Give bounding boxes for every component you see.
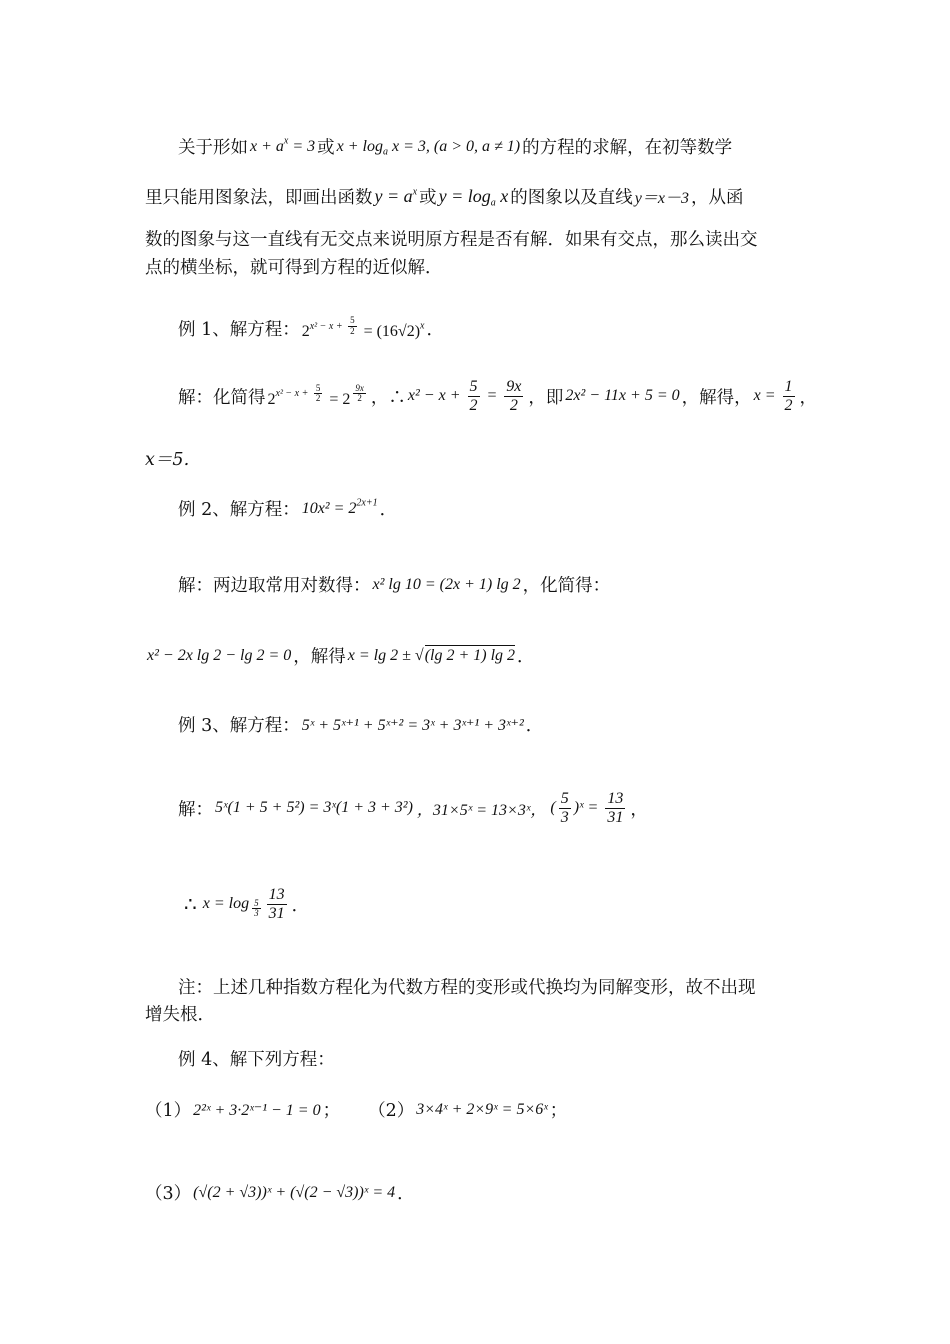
example-1-equation: $2^{x^2 - x + \frac{5}{2}}$ = $(16√2)^x$: [301, 315, 425, 341]
example-2-statement: [178, 496, 397, 521]
solution-step-4: x = $\frac{1}{2}$: [753, 378, 793, 414]
solution-step-1: $2^{x^2 - x + \frac{5}{2}}$ = 2 $^{\frac{9x}{2}}$: [267, 382, 364, 408]
intro-text: 点的横坐标，就可得到方程的近似解．: [145, 258, 443, 278]
period: ．: [525, 716, 544, 736]
example-2-solution: [178, 572, 610, 597]
intro-line-2: [145, 184, 743, 209]
solution-result: x = lg 2 ± √(lg 2 + 1) lg 2: [347, 646, 516, 664]
comma: ，: [630, 799, 648, 820]
part-label: （3）: [145, 1184, 192, 1204]
solution-label: 解：两边取常用对数得：: [178, 576, 371, 596]
solution-label: 解：化简得: [178, 387, 266, 408]
example-label: 例 1、解方程：: [178, 320, 300, 341]
example-1-solution-cont: [145, 446, 201, 471]
part-2-equation: 3×4ˣ + 2×9ˣ = 5×6ˣ: [416, 1100, 548, 1118]
intro-text: 里只能用图象法，即画出函数: [145, 188, 373, 208]
example-2-solution-cont: [145, 643, 535, 668]
example-3-statement: [178, 712, 543, 737]
part-1-equation: 2²ˣ + 3·2ˣ⁻¹ − 1 = 0: [193, 1101, 321, 1119]
period: ．: [397, 1184, 415, 1204]
or-text: 或: [317, 138, 335, 158]
formula-y-a-pow-x: $y = a^x$: [374, 186, 418, 206]
solution-step-2: ，31×5ˣ = 13×3ˣ，: [416, 801, 547, 819]
note-text: 注：上述几种指数方程化为代数方程的变形或代换均为同解变形，故不出现: [178, 978, 756, 998]
example-label: 例 3、解方程：: [178, 716, 300, 736]
solution-label: 解：: [178, 799, 213, 820]
solution-step-3: ( $\frac{5}{3}$ )ˣ = $\frac{13}{31}$: [550, 790, 624, 826]
therefore-text: ，∴: [370, 387, 406, 408]
period: ．: [517, 647, 535, 667]
solution-step-3: 2x² − 11x + 5 = 0: [565, 387, 680, 405]
example-3-solution-cont: [184, 886, 309, 922]
comma: ，: [799, 387, 818, 408]
formula-line-y: y＝x－3: [634, 190, 689, 207]
intro-text: 数的图象与这一直线有无交点来说明原方程是否有解．如果有交点，那么读出交: [145, 230, 758, 250]
example-1-solution: [178, 378, 817, 414]
solution-connector: ，化简得：: [522, 576, 611, 596]
part-3-equation: (√(2 + √3))ˣ + (√(2 − √3))ˣ = 4: [193, 1183, 396, 1201]
solution-connector: ，解得，: [681, 387, 752, 408]
intro-text: 的方程的求解，在初等数学: [522, 138, 733, 158]
example-4-parts-1-2: [145, 1097, 567, 1122]
solution-connector: ，即: [528, 387, 564, 408]
example-1-statement: [178, 316, 444, 341]
intro-text: 的图象以及直线: [510, 188, 633, 208]
solution-result: x = log $_{\frac{5}{3}}$ $\frac{13}{31}$: [202, 886, 285, 922]
solution-connector: ，解得: [293, 647, 346, 667]
note-line-1: [178, 974, 756, 999]
formula-x-plus-log: $x + \log_a x = 3$, (a > 0, a ≠ 1): [336, 137, 521, 157]
intro-text: 关于形如: [178, 138, 248, 158]
period: ．: [291, 895, 310, 916]
example-4-statement: [178, 1046, 335, 1071]
example-label: 例 4、解下列方程：: [178, 1050, 335, 1070]
example-3-equation: 5ˣ + 5ˣ⁺¹ + 5ˣ⁺² = 3ˣ + 3ˣ⁺¹ + 3ˣ⁺²: [301, 716, 524, 734]
formula-x-plus-a-pow-x: $x + a^x = 3$: [250, 135, 316, 155]
solution-root: x＝5．: [145, 450, 202, 470]
intro-line-3: [145, 226, 758, 251]
semicolon: ；: [322, 1101, 341, 1121]
therefore-symbol: ∴: [184, 892, 197, 917]
intro-line-4: [145, 254, 443, 279]
solution-step-1: x² lg 10 = (2x + 1) lg 2: [372, 575, 521, 593]
or-text: 或: [419, 188, 437, 208]
solution-step-1: 5ˣ(1 + 5 + 5²) = 3ˣ(1 + 3 + 3²): [215, 799, 413, 817]
semicolon: ；: [549, 1101, 568, 1121]
example-label: 例 2、解方程：: [178, 500, 300, 520]
part-label: （1）: [145, 1101, 192, 1121]
note-text: 增失根．: [145, 1005, 215, 1025]
solution-step-2: x² − 2x lg 2 − lg 2 = 0: [147, 646, 292, 664]
note-line-2: [145, 1001, 215, 1026]
example-3-solution: [178, 790, 648, 826]
period: ．: [426, 320, 444, 341]
example-4-part-3: [145, 1180, 415, 1205]
formula-y-log: $y = \log_a x$: [438, 186, 509, 209]
intro-line-1: [178, 134, 732, 159]
intro-text: ，从函: [690, 188, 744, 208]
example-2-equation: $10x^2 = 2^{2x+1}$: [301, 497, 378, 517]
period: ．: [379, 500, 398, 520]
solution-step-2: x² − x + $\frac{5}{2}$ = $\frac{9x}{2}$: [407, 378, 522, 414]
part-label: （2）: [368, 1101, 415, 1121]
